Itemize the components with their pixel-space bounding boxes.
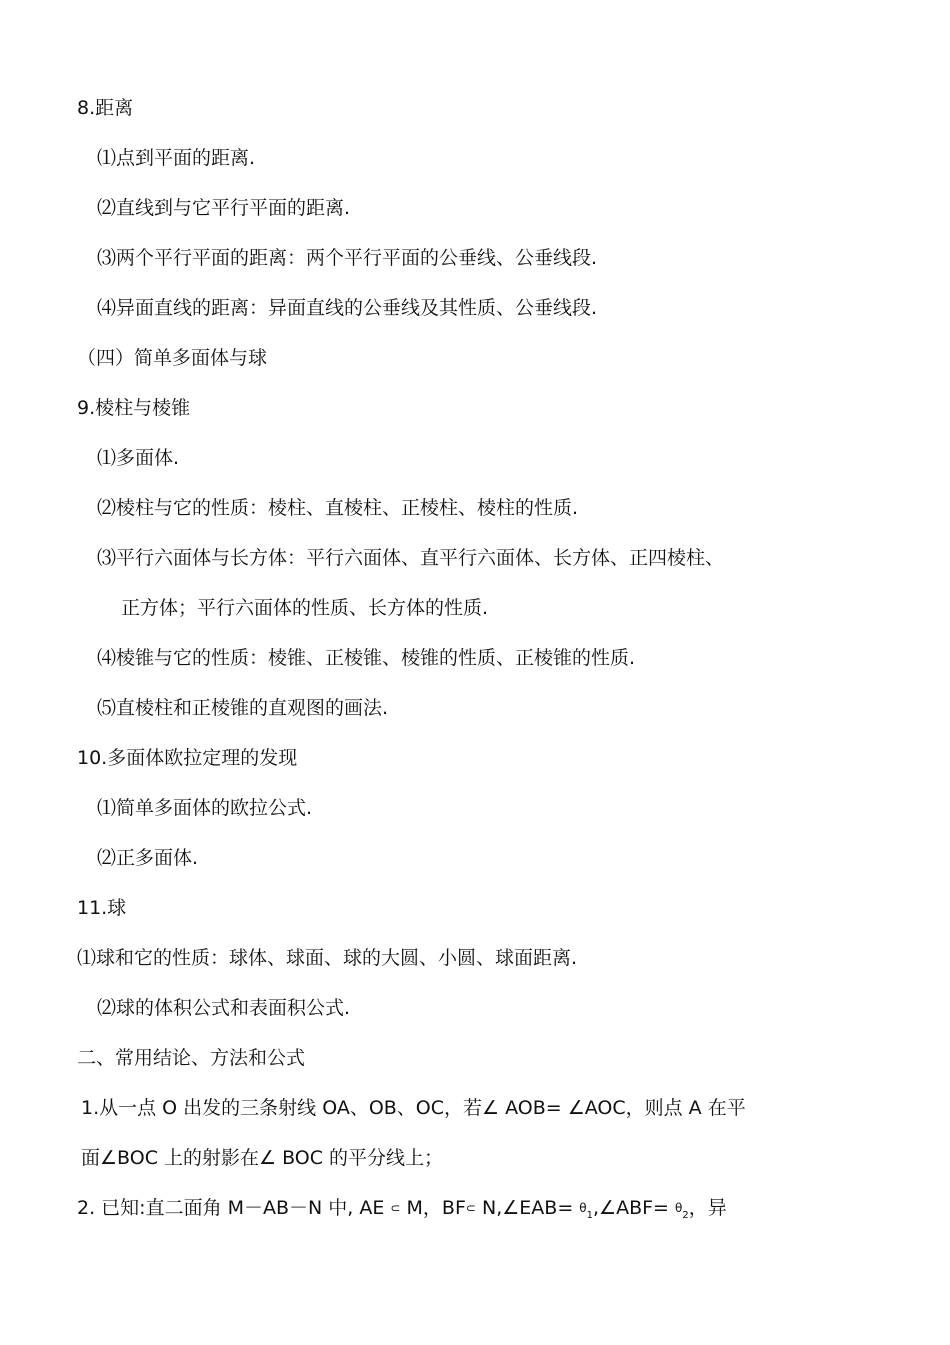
heading-10: 10.多面体欧拉定理的发现 [77,747,298,769]
subset-symbol-2: ⊂ [465,1201,476,1215]
heading-9: 9.棱柱与棱锥 [77,397,191,419]
theta-1-subscript: 1 [586,1210,593,1221]
item-11-2: ⑵球的体积公式和表面积公式. [97,997,351,1019]
item-10-2: ⑵正多面体. [97,847,199,869]
section-2-heading: 二、常用结论、方法和公式 [77,1047,306,1069]
item-9-4: ⑷棱锥与它的性质：棱锥、正棱锥、棱锥的性质、正棱锥的性质. [97,647,636,669]
item-10-1: ⑴简单多面体的欧拉公式. [97,797,313,819]
theta-2-subscript: 2 [682,1210,689,1221]
conclusion-1: 1.从一点 O 出发的三条射线 OA、OB、OC，若∠ AOB= ∠AOC，则点 A 在平 [81,1097,746,1119]
theta-1: θ [579,1201,587,1215]
conclusion-1-continued: 面∠BOC 上的射影在∠ BOC 的平分线上； [81,1147,444,1169]
heading-11: 11.球 [77,897,127,919]
theta-2: θ [675,1201,683,1215]
subset-symbol-1: ⊂ [390,1201,401,1215]
item-8-3: ⑶两个平行平面的距离：两个平行平面的公垂线、公垂线段. [97,247,598,269]
item-9-3: ⑶平行六面体与长方体：平行六面体、直平行六面体、长方体、正四棱柱、 [97,547,725,569]
conclusion-2-part5: ，异 [688,1197,727,1219]
item-9-5: ⑸直棱柱和正棱锥的直观图的画法. [97,697,389,719]
conclusion-2-part2: M，BF [400,1197,466,1219]
item-8-1: ⑴点到平面的距离. [97,147,256,169]
conclusion-2-part1: 2. 已知:直二面角 M－AB－N 中, AE [77,1197,391,1219]
heading-8: 8.距离 [77,97,134,119]
item-9-2: ⑵棱柱与它的性质：棱柱、直棱柱、正棱柱、棱柱的性质. [97,497,579,519]
item-9-1: ⑴多面体. [97,447,180,469]
conclusion-2 [77,1196,727,1228]
conclusion-2-part3: N,∠EAB= [475,1197,580,1219]
item-9-3-continued: 正方体；平行六面体的性质、长方体的性质. [121,597,489,619]
item-8-4: ⑷异面直线的距离：异面直线的公垂线及其性质、公垂线段. [97,297,598,319]
item-11-1: ⑴球和它的性质：球体、球面、球的大圆、小圆、球面距离. [77,947,578,969]
conclusion-2-part4: ,∠ABF= [593,1197,675,1219]
section-4-heading: （四）简单多面体与球 [77,347,268,369]
item-8-2: ⑵直线到与它平行平面的距离. [97,197,351,219]
